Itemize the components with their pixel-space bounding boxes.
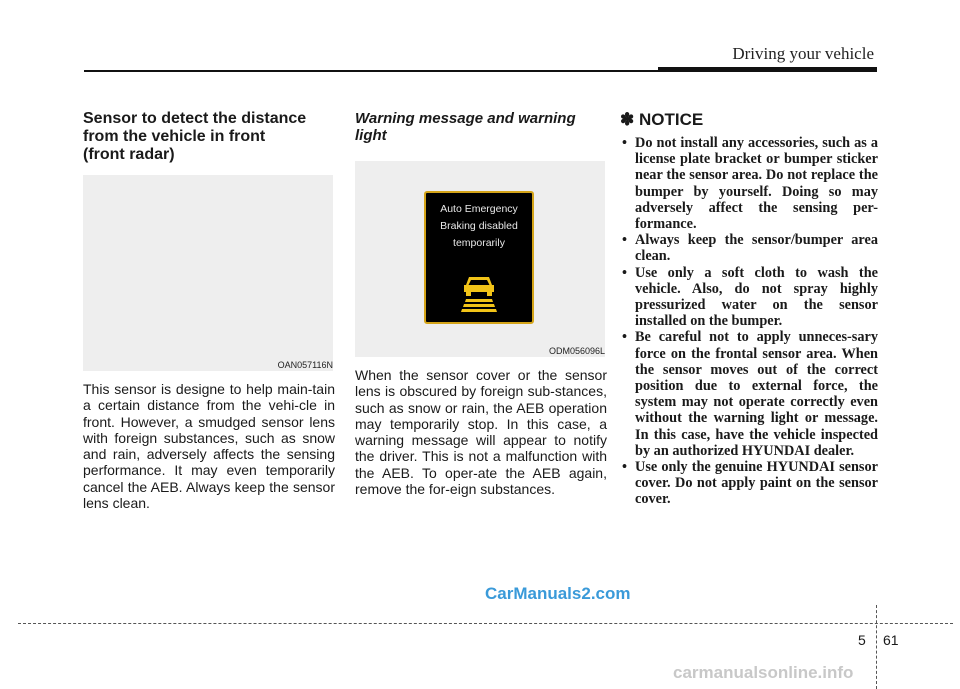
figure-code: ODM056096L [548,346,605,356]
forward-collision-warning-icon [458,271,500,313]
cluster-message-line: temporarily [453,237,505,249]
footer-page-divider [876,605,877,689]
footer-divider [18,623,953,624]
notice-title: NOTICE [638,110,704,129]
section-title: Driving your vehicle [732,44,874,63]
notice-list [620,135,878,508]
notice-star-icon: ✽ [620,110,635,129]
page-number: 61 [883,632,899,648]
notice-box [620,110,878,508]
warning-body: When the sensor cover or the sensor lens is obscured by foreign sub-stances, such as snow or rain, the AEB operation may temporarily stop. In this case, a warning message will appear to notify the driver. This is not a malfunction with the AEB. To oper-ate the AEB again, remove the for-eign substances. [355,367,607,498]
watermark-link[interactable]: CarManuals2.com [485,584,631,603]
figure-code: OAN057116N [277,360,333,370]
cluster-message-line: Auto Emergency [440,203,518,215]
warning-figure [355,161,605,357]
notice-heading [620,110,878,130]
chapter-number: 5 [858,632,866,648]
watermark-site: carmanualsonline.info [673,663,854,682]
header-rule-accent [658,67,877,72]
front-radar-body: This sensor is designe to help main-tain a certain distance from the vehi-cle in front. However, a smudged sensor lens with foreign substances, such as snow and rain, adversely affects the sensing performance. It may even temporarily cancel the AEB. Always keep the sensor lens clean. [83,381,335,512]
middle-column [355,110,607,497]
notice-item: • Use only the genuine HYUNDAI sensor cover. Do not apply paint on the sensor cover. [620,459,878,508]
front-radar-heading: Sensor to detect the distance from the vehicle in front (front radar) [83,110,307,163]
warning-heading: Warning message and warning light [355,110,576,144]
notice-item: • Be careful not to apply unneces-sary force on the frontal sensor area. When the sensor moves out of the correct position due to external force, the system may not operate correctly even without the warning light or message. In this case, have the vehicle inspected by an authorized HYUNDAI dealer. [620,329,878,459]
front-radar-figure [83,175,333,371]
notice-item: • Do not install any accessories, such as a license plate bracket or bumper sticker near the sensor area. Do not replace the bumper by yourself. Doing so may adversely affect the sensing per-formance. [620,135,878,232]
cluster-warning-panel [424,191,534,324]
left-column [83,110,335,511]
cluster-message-line: Braking disabled [440,220,518,232]
notice-item: • Always keep the sensor/bumper area clean. [620,232,878,264]
notice-item: • Use only a soft cloth to wash the vehicle. Also, do not spray highly pressurized water on the sensor installed on the bumper. [620,265,878,330]
